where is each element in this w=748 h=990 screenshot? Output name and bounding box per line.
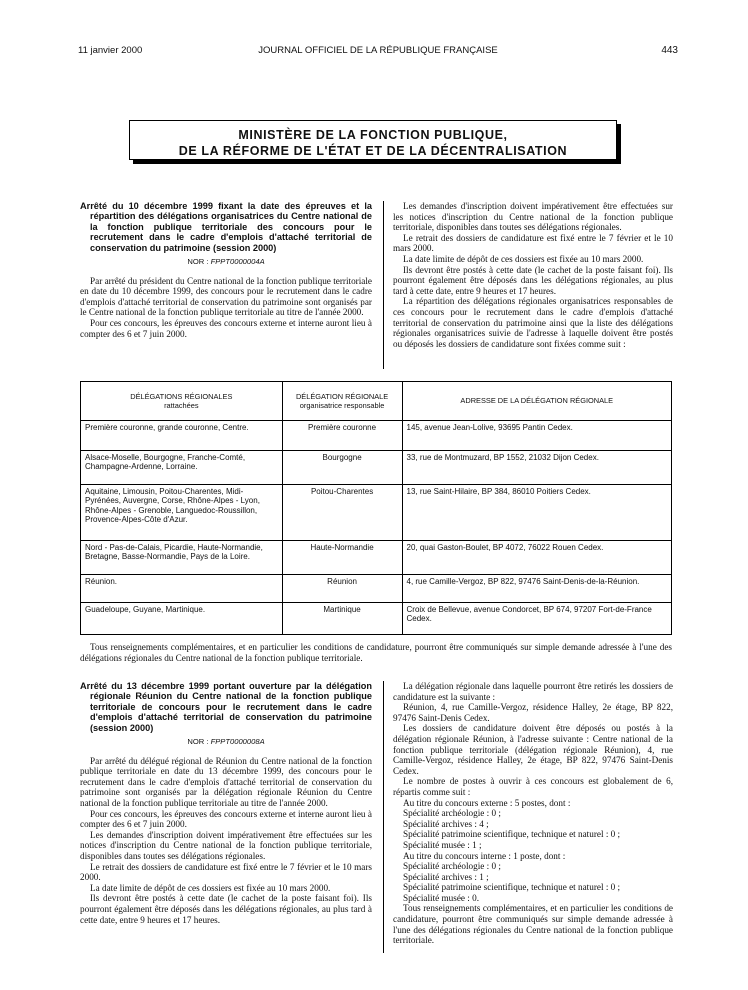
header-line: ADRESSE DE LA DÉLÉGATION RÉGIONALE [460,396,614,406]
paragraph: La répartition des délégations régionales organisatrices responsables de ces concours pour le recrutement dans le cadre d'emplois d'attaché territorial de conservation du patrimoine ainsi que la liste des délégations régionales organisatrices suivie de l'adresse à laquelle doivent être postés ou déposés les dossiers de candidature sont fixées comme suit : [393,296,673,349]
paragraph: Réunion, 4, rue Camille-Vergoz, résidence Halley, 2e étage, BP 822, 97476 Saint-Denis Cedex. [393,702,673,723]
column-divider [383,681,384,953]
article1-nor-code: FPPT0000004A [210,257,265,267]
table-cell: Haute-Normandie [282,541,402,575]
list-item: Spécialité musée : 0. [403,892,480,903]
table-cell: Martinique [282,603,402,635]
header-subline: organisatrice responsable [299,401,385,410]
table-row [81,541,672,575]
header-subline: rattachées [164,401,199,410]
table-cell: Première couronne [282,421,402,451]
article2-nor [80,737,372,748]
article2-right-column [393,681,673,946]
table-cell: 145, avenue Jean-Lolive, 93695 Pantin Cedex. [402,421,672,451]
table-row [81,451,672,485]
paragraph: Par arrêté du délégué régional de Réunion du Centre national de la fonction publique territoriale en date du 13 décembre 1999, des concours pour le recrutement dans le cadre d'emplois d'attaché territorial de conservation du patrimoine sont organisés par la délégation régionale Réunion du Centre national de la fonction publique territoriale au titre de l'année 2000. [80,755,372,808]
ministry-title-box [129,120,617,160]
table-cell: 33, rue de Montmuzard, BP 1552, 21032 Dijon Cedex. [402,451,672,485]
header-page-number: 443 [661,45,678,56]
table-cell: Réunion. [81,575,283,603]
table-cell: 13, rue Saint-Hilaire, BP 384, 86010 Poitiers Cedex. [402,485,672,541]
paragraph: Le nombre de postes à ouvrir à ces concours est globalement de 6, répartis comme suit : [393,776,673,797]
table-cell: Bourgogne [282,451,402,485]
paragraph: La délégation régionale dans laquelle pourront être retirés les dossiers de candidature est la suivante : [393,681,673,702]
table-cell: Alsace-Moselle, Bourgogne, Franche-Comté, Champagne-Ardenne, Lorraine. [81,451,283,485]
article1-left-body [80,276,372,340]
table-cell: Réunion [282,575,402,603]
table-cell: 4, rue Camille-Vergoz, BP 822, 97476 Saint-Denis-de-la-Réunion. [402,575,672,603]
header-line: DÉLÉGATIONS RÉGIONALES [130,391,233,401]
list-item: Au titre du concours interne : 1 poste, dont : [403,850,566,861]
table-cell: Première couronne, grande couronne, Centre. [81,421,283,451]
paragraph: Tous renseignements complémentaires, et en particulier les conditions de candidature, pourront être communiqués sur simple demande adressée à l'une des délégations régionales du Centre national de la fonction publique territoriale. [393,903,673,946]
delegations-table [80,381,672,635]
paragraph: Les demandes d'inscription doivent impérativement être effectuées sur les notices d'inscription du Centre national de la fonction publique territoriale, disponibles dans toutes ses délégations régionales. [80,829,372,861]
table-header-cell [81,382,283,421]
table-cell: Aquitaine, Limousin, Poitou-Charentes, Midi-Pyrénées, Auvergne, Corse, Rhône-Alpes - Lyon, Rhône-Alpes - Grenoble, Languedoc-Roussillon, Provence-Alpes-Côte d'Azur. [81,485,283,541]
paragraph: Pour ces concours, les épreuves des concours externe et interne auront lieu à compter des 6 et 7 juin 2000. [80,808,372,830]
article1-nor [80,257,372,268]
list-item: Spécialité archéologie : 0 ; [403,808,501,819]
header-date: 11 janvier 2000 [78,45,143,56]
table-row [81,603,672,635]
article2-nor-label: NOR : [187,737,209,747]
paragraph: Pour ces concours, les épreuves des concours externe et interne auront lieu à compter des 6 et 7 juin 2000. [80,318,372,339]
paragraph: La date limite de dépôt de ces dossiers est fixée au 10 mars 2000. [90,882,331,893]
table-row [81,575,672,603]
table-header-cell [282,382,402,421]
table-cell: Poitou-Charentes [282,485,402,541]
article2-nor-code: FPPT0000008A [210,737,265,747]
article1-nor-label: NOR : [187,257,209,267]
paragraph: Ils devront être postés à cette date (le cachet de la poste faisant foi). Ils pourront également être déposés dans les délégations régionales, au plus tard à cette date, entre 9 heures et 17 heures. [393,264,673,296]
list-item: Spécialité patrimoine scientifique, technique et naturel : 0 ; [403,882,621,893]
list-item: Spécialité patrimoine scientifique, technique et naturel : 0 ; [403,829,621,840]
table-header-cell [402,382,672,421]
article2-title: Arrêté du 13 décembre 1999 portant ouverture par la délégation régionale Réunion du Centre national de la fonction publique territoriale de concours pour le recrutement dans le cadre d'emplois d'attaché territorial de conservation du patrimoine (session 2000) [80,681,372,733]
table-cell: Guadeloupe, Guyane, Martinique. [81,603,283,635]
paragraph: Le retrait des dossiers de candidature est fixé entre le 7 février et le 10 mars 2000. [393,232,673,254]
article1-right-column [393,201,673,349]
paragraph: Par arrêté du président du Centre national de la fonction publique territoriale en date du 10 décembre 1999, des concours pour le recrutement dans le cadre d'emplois d'attaché territorial de conservation du patrimoine sont organisés par le Centre national de la fonction publique territoriale au titre de l'année 2000. [80,275,372,318]
paragraph: Les dossiers de candidature doivent être déposés ou postés à la délégation régionale Réunion, à l'adresse suivante : Centre national de la fonction publique territoriale (délégation régionale Réunion), 4, rue Camille-Vergoz, résidence Halley, 2e étage, BP 822, 97476 Saint-Denis Cedex. [393,723,673,776]
article1-left-column [80,201,372,339]
paragraph: Les demandes d'inscription doivent impérativement être effectuées sur les notices d'inscription du Centre national de la fonction publique territoriale, disponibles dans toutes ses délégations régionales. [393,201,673,233]
table-cell: 20, quai Gaston-Boulet, BP 4072, 76022 Rouen Cedex. [402,541,672,575]
table-header-row [81,382,672,421]
list-item: Spécialité archives : 4 ; [403,818,489,829]
ministry-title-line1: MINISTÈRE DE LA FONCTION PUBLIQUE, [238,128,508,142]
table-cell: Nord - Pas-de-Calais, Picardie, Haute-Normandie, Bretagne, Basse-Normandie, Pays de la Loire. [81,541,283,575]
list-item: Spécialité archéologie : 0 ; [403,861,501,872]
column-divider [383,201,384,369]
header-line: DÉLÉGATION RÉGIONALE [295,391,389,401]
article1-closing [80,642,672,663]
ministry-title-line2: DE LA RÉFORME DE L'ÉTAT ET DE LA DÉCENTRALISATION [178,144,568,158]
table-row [81,485,672,541]
paragraph: Ils devront être postés à cette date (le cachet de la poste faisant foi). Ils pourront également être déposés dans les délégations régionales, au plus tard à cette date, entre 9 heures et 17 heures. [80,893,372,925]
paragraph: Tous renseignements complémentaires, et en particulier les conditions de candidature, pourront être communiqués sur simple demande adressée à l'une des délégations régionales du Centre national de la fonction publique territoriale. [80,642,672,663]
paragraph: Le retrait des dossiers de candidature est fixé entre le 7 février et le 10 mars 2000. [80,861,372,883]
article2-left-column [80,681,372,925]
header-journal-title: JOURNAL OFFICIEL DE LA RÉPUBLIQUE FRANÇAISE [258,45,498,56]
article1-title: Arrêté du 10 décembre 1999 fixant la date des épreuves et la répartition des délégations organisatrices du Centre national de la fonction publique territoriale des concours pour le recrutement dans le cadre d'emplois d'attaché territorial de conservation du patrimoine (session 2000) [80,201,372,253]
list-item: Au titre du concours externe : 5 postes, dont : [403,797,571,808]
page-header [78,45,678,59]
list-item: Spécialité musée : 1 ; [403,839,482,850]
article2-left-body [80,756,372,926]
list-item: Spécialité archives : 1 ; [403,871,489,882]
table-row [81,421,672,451]
paragraph: La date limite de dépôt de ces dossiers est fixée au 10 mars 2000. [403,253,644,264]
table-cell: Croix de Bellevue, avenue Condorcet, BP 674, 97207 Fort-de-France Cedex. [402,603,672,635]
